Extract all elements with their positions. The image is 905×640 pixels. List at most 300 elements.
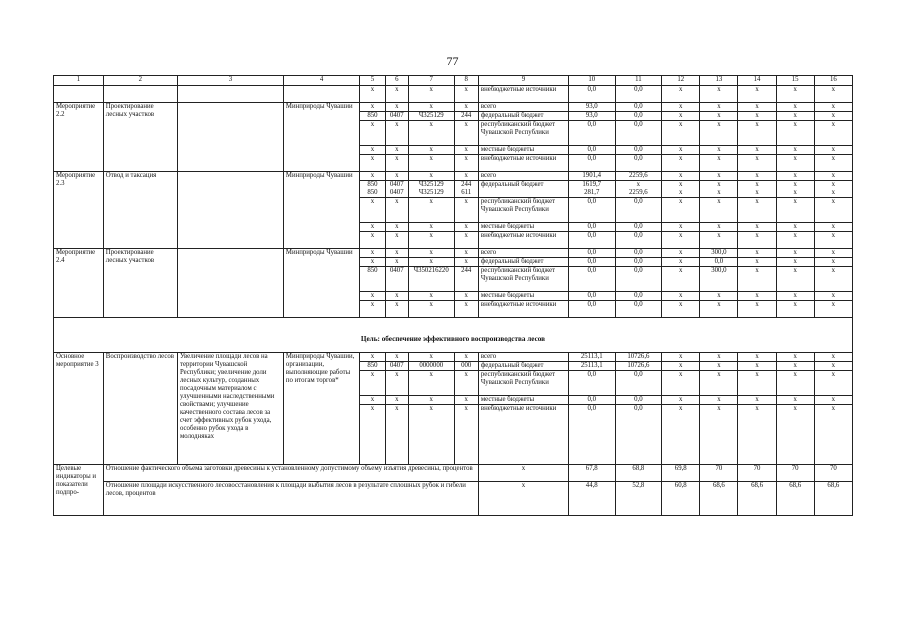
value-cell: x — [454, 292, 478, 301]
table-row — [54, 249, 853, 258]
value-cell: x — [700, 371, 738, 396]
budget-table — [53, 75, 853, 516]
value-cell: x — [408, 223, 454, 232]
value-cell: x — [700, 405, 738, 465]
value-cell: x — [662, 292, 700, 301]
value-cell: 0,0 — [568, 198, 615, 223]
event-title-cell: Проектирование лесных участков — [103, 249, 177, 318]
value-cell: x — [776, 258, 814, 267]
value-cell: x — [408, 353, 454, 362]
value-cell: x — [776, 112, 814, 121]
funding-source-cell: федеральный бюджет — [478, 181, 568, 198]
table-row — [54, 86, 853, 103]
funding-source-cell: всего — [478, 172, 568, 181]
value-cell: x — [738, 146, 776, 155]
value-cell: x — [385, 86, 408, 103]
value-cell: x — [738, 371, 776, 396]
value-cell: x — [360, 258, 385, 267]
value-cell: x — [814, 121, 852, 146]
event-title-cell: Проектирование лесных участков — [103, 103, 177, 172]
column-header: 8 — [454, 76, 478, 86]
value-cell: x — [776, 198, 814, 223]
executor-cell: Минприроды Чувашии, организации, выполняющие работы по итогам торгов* — [283, 353, 359, 465]
executor-cell: Минприроды Чувашии — [283, 249, 359, 318]
value-cell: 0,0 — [568, 86, 615, 103]
value-cell: x — [776, 353, 814, 362]
value-cell: x — [360, 405, 385, 465]
value-cell: x — [360, 301, 385, 318]
value-cell: 25113,1 — [568, 362, 615, 371]
value-cell: x — [700, 121, 738, 146]
value-cell: 1619,7 281,7 — [568, 181, 615, 198]
value-cell: x x — [700, 181, 738, 198]
event-goal-cell — [177, 249, 283, 318]
value-cell: x — [776, 155, 814, 172]
column-header: 11 — [615, 76, 662, 86]
value-cell: 60,8 — [662, 482, 700, 516]
value-cell: x — [662, 267, 700, 292]
value-cell: x — [360, 371, 385, 396]
funding-source-cell: федеральный бюджет — [478, 258, 568, 267]
value-cell: 70 — [776, 465, 814, 482]
funding-source-cell: республиканский бюджет Чувашской Республики — [478, 267, 568, 292]
value-cell: 0407 — [385, 267, 408, 292]
value-cell: x — [700, 155, 738, 172]
value-cell: 0,0 — [615, 371, 662, 396]
value-cell: x — [385, 258, 408, 267]
funding-source-cell: местные бюджеты — [478, 223, 568, 232]
table-cell — [283, 86, 359, 103]
value-cell: 68,6 — [738, 482, 776, 516]
value-cell: x — [478, 482, 568, 516]
value-cell: x — [408, 371, 454, 396]
value-cell: 0,0 — [615, 223, 662, 232]
value-cell: x — [814, 198, 852, 223]
value-cell: x — [814, 258, 852, 267]
value-cell: x — [408, 172, 454, 181]
value-cell: 0,0 — [615, 121, 662, 146]
value-cell: x — [776, 371, 814, 396]
table-cell — [103, 86, 177, 103]
column-header: 5 — [360, 76, 385, 86]
column-header: 6 — [385, 76, 408, 86]
value-cell: 52,8 — [615, 482, 662, 516]
column-header: 2 — [103, 76, 177, 86]
value-cell: 850 — [360, 112, 385, 121]
value-cell: x — [738, 103, 776, 112]
indicator-row — [54, 465, 853, 482]
value-cell: x — [776, 396, 814, 405]
value-cell: x — [360, 292, 385, 301]
value-cell: x — [814, 103, 852, 112]
value-cell: x — [662, 86, 700, 103]
value-cell: x — [700, 301, 738, 318]
value-cell: x — [408, 258, 454, 267]
value-cell: x — [408, 146, 454, 155]
value-cell: x — [454, 155, 478, 172]
value-cell: x — [738, 292, 776, 301]
value-cell: 0,0 — [615, 292, 662, 301]
goal-heading: Цель: обеспечение эффективного воспроизводства лесов — [54, 318, 853, 353]
indicator-row — [54, 482, 853, 516]
indicator-text-cell: Отношение площади искусственного лесовосстановления к площади выбытия лесов в результате сплошных рубок и гибели лесов, процентов — [103, 482, 478, 516]
value-cell: 000 — [454, 362, 478, 371]
value-cell: x — [700, 362, 738, 371]
value-cell: 68,6 — [700, 482, 738, 516]
value-cell: 10726,6 — [615, 353, 662, 362]
funding-source-cell: внебюджетные источники — [478, 86, 568, 103]
table-cell — [177, 86, 283, 103]
funding-source-cell: внебюджетные источники — [478, 232, 568, 249]
value-cell: x — [662, 223, 700, 232]
funding-source-cell: местные бюджеты — [478, 292, 568, 301]
value-cell: x — [662, 198, 700, 223]
value-cell: x — [814, 249, 852, 258]
value-cell: x — [454, 371, 478, 396]
table-row — [54, 172, 853, 181]
value-cell: x — [408, 232, 454, 249]
value-cell: x — [700, 103, 738, 112]
column-header: 13 — [700, 76, 738, 86]
value-cell: x — [700, 396, 738, 405]
goal-row — [54, 318, 853, 353]
value-cell: x — [454, 146, 478, 155]
column-header: 9 — [478, 76, 568, 86]
value-cell: 244 611 — [454, 181, 478, 198]
value-cell: 0,0 — [568, 292, 615, 301]
table-body — [54, 76, 853, 516]
value-cell: 93,0 — [568, 112, 615, 121]
value-cell: x — [454, 198, 478, 223]
value-cell: x — [385, 155, 408, 172]
value-cell: x x — [814, 181, 852, 198]
value-cell: x — [738, 405, 776, 465]
value-cell: 300,0 — [700, 267, 738, 292]
value-cell: x — [408, 396, 454, 405]
column-header: 16 — [814, 76, 852, 86]
value-cell: 850 — [360, 267, 385, 292]
event-title-cell: Отвод и таксация — [103, 172, 177, 249]
value-cell: x — [738, 121, 776, 146]
value-cell: x — [360, 223, 385, 232]
event-goal-cell: Увеличение площади лесов на территории Чувашской Республики; увеличение доли лесных культур, созданных посадочным материалом с улучшенными наследственными свойствами; улучшение качественного состава лесов за счет эффективных рубок ухода, особенно рубок ухода в молодняках — [177, 353, 283, 465]
value-cell: x — [408, 198, 454, 223]
value-cell: 0,0 — [615, 112, 662, 121]
value-cell: x — [738, 353, 776, 362]
value-cell: x — [776, 103, 814, 112]
value-cell: x — [814, 353, 852, 362]
value-cell: 0,0 — [615, 301, 662, 318]
value-cell: x — [360, 86, 385, 103]
column-header: 12 — [662, 76, 700, 86]
value-cell: 70 — [700, 465, 738, 482]
value-cell: x — [360, 155, 385, 172]
value-cell: 1901,4 — [568, 172, 615, 181]
value-cell: 67,8 — [568, 465, 615, 482]
value-cell: x — [360, 396, 385, 405]
value-cell: 68,6 — [776, 482, 814, 516]
value-cell: x — [662, 258, 700, 267]
value-cell: 0,0 — [615, 396, 662, 405]
event-goal-cell — [177, 172, 283, 249]
value-cell: x — [814, 371, 852, 396]
value-cell: x — [360, 198, 385, 223]
value-cell: 68,6 — [814, 482, 852, 516]
value-cell: x x — [738, 181, 776, 198]
value-cell: x — [385, 121, 408, 146]
value-cell: x — [814, 267, 852, 292]
value-cell: x — [454, 121, 478, 146]
value-cell: x — [454, 223, 478, 232]
value-cell: x — [776, 292, 814, 301]
value-cell: x — [738, 267, 776, 292]
value-cell: x — [360, 146, 385, 155]
value-cell: x — [738, 155, 776, 172]
value-cell: x — [738, 301, 776, 318]
value-cell: 10726,6 — [615, 362, 662, 371]
value-cell: x — [776, 249, 814, 258]
value-cell: 0,0 — [615, 146, 662, 155]
funding-source-cell: всего — [478, 353, 568, 362]
value-cell: 69,8 — [662, 465, 700, 482]
value-cell: 0,0 — [568, 396, 615, 405]
value-cell: 0000000 — [408, 362, 454, 371]
value-cell: x — [662, 121, 700, 146]
value-cell: x — [662, 155, 700, 172]
value-cell: x — [738, 172, 776, 181]
value-cell: x — [700, 232, 738, 249]
value-cell: x — [738, 232, 776, 249]
value-cell: x — [738, 198, 776, 223]
value-cell: x — [454, 249, 478, 258]
value-cell: x — [814, 405, 852, 465]
value-cell: x — [700, 223, 738, 232]
value-cell: x — [738, 249, 776, 258]
value-cell: 0,0 — [568, 405, 615, 465]
value-cell: x — [408, 155, 454, 172]
value-cell: x — [814, 112, 852, 121]
value-cell: 300,0 — [700, 249, 738, 258]
value-cell: 44,8 — [568, 482, 615, 516]
value-cell: x — [700, 86, 738, 103]
value-cell: x — [662, 112, 700, 121]
value-cell: x — [385, 172, 408, 181]
value-cell: x 2259,6 — [615, 181, 662, 198]
indicators-label-cell: Целевые индикаторы и показатели подпро- — [54, 465, 104, 516]
funding-source-cell: внебюджетные источники — [478, 405, 568, 465]
value-cell: x — [662, 362, 700, 371]
funding-source-cell: республиканский бюджет Чувашской Республики — [478, 198, 568, 223]
value-cell: x — [700, 112, 738, 121]
value-cell: x — [776, 267, 814, 292]
funding-source-cell: внебюджетные источники — [478, 301, 568, 318]
value-cell: Ч325129 Ч325129 — [408, 181, 454, 198]
value-cell: x — [776, 146, 814, 155]
value-cell: x x — [662, 181, 700, 198]
value-cell: x — [776, 172, 814, 181]
value-cell: 70 — [738, 465, 776, 482]
value-cell: x — [738, 112, 776, 121]
value-cell: 0,0 — [568, 267, 615, 292]
value-cell: x — [700, 353, 738, 362]
value-cell: x — [776, 362, 814, 371]
value-cell: x — [478, 465, 568, 482]
value-cell: x — [454, 353, 478, 362]
value-cell: 0,0 — [615, 86, 662, 103]
value-cell: x — [738, 396, 776, 405]
event-name-cell: Мероприятие 2.2 — [54, 103, 104, 172]
value-cell: 0,0 — [568, 258, 615, 267]
executor-cell: Минприроды Чувашии — [283, 172, 359, 249]
value-cell: x — [408, 292, 454, 301]
value-cell: x — [662, 172, 700, 181]
value-cell: x — [700, 172, 738, 181]
value-cell: x — [814, 301, 852, 318]
value-cell: x — [738, 223, 776, 232]
value-cell: x — [360, 232, 385, 249]
value-cell: x — [408, 405, 454, 465]
event-name-cell: Мероприятие 2.4 — [54, 249, 104, 318]
value-cell: x — [454, 232, 478, 249]
value-cell: 0,0 — [615, 232, 662, 249]
funding-source-cell: республиканский бюджет Чувашской Республики — [478, 121, 568, 146]
event-name-cell: Основное мероприятие 3 — [54, 353, 104, 465]
executor-cell: Минприроды Чувашии — [283, 103, 359, 172]
value-cell: x — [814, 172, 852, 181]
funding-source-cell: всего — [478, 249, 568, 258]
value-cell: x — [385, 198, 408, 223]
value-cell: x — [385, 405, 408, 465]
value-cell: 0,0 — [615, 258, 662, 267]
value-cell: 0,0 — [568, 121, 615, 146]
value-cell: 244 — [454, 267, 478, 292]
value-cell: x — [454, 396, 478, 405]
value-cell: 244 — [454, 112, 478, 121]
value-cell: 0,0 — [700, 258, 738, 267]
funding-source-cell: всего — [478, 103, 568, 112]
value-cell: x — [776, 232, 814, 249]
value-cell: x x — [776, 181, 814, 198]
value-cell: 0,0 — [568, 301, 615, 318]
column-header: 4 — [283, 76, 359, 86]
value-cell: x — [454, 172, 478, 181]
value-cell: 93,0 — [568, 103, 615, 112]
value-cell: 0407 — [385, 112, 408, 121]
column-header: 15 — [776, 76, 814, 86]
value-cell: x — [360, 103, 385, 112]
table-row — [54, 103, 853, 112]
value-cell: 0,0 — [615, 249, 662, 258]
header-row — [54, 76, 853, 86]
value-cell: x — [662, 301, 700, 318]
funding-source-cell: федеральный бюджет — [478, 112, 568, 121]
column-header: 10 — [568, 76, 615, 86]
value-cell: 850 850 — [360, 181, 385, 198]
value-cell: x — [454, 86, 478, 103]
value-cell: x — [738, 86, 776, 103]
value-cell: x — [662, 103, 700, 112]
value-cell: x — [814, 223, 852, 232]
value-cell: x — [776, 223, 814, 232]
value-cell: x — [408, 103, 454, 112]
value-cell: x — [360, 353, 385, 362]
column-header: 3 — [177, 76, 283, 86]
value-cell: x — [776, 405, 814, 465]
value-cell: x — [385, 353, 408, 362]
value-cell: x — [408, 249, 454, 258]
value-cell: x — [385, 232, 408, 249]
value-cell: 0,0 — [568, 371, 615, 396]
value-cell: x — [454, 301, 478, 318]
value-cell: x — [814, 396, 852, 405]
value-cell: 0,0 — [615, 103, 662, 112]
value-cell: 0,0 — [568, 232, 615, 249]
value-cell: x — [385, 249, 408, 258]
value-cell: x — [662, 396, 700, 405]
value-cell: x — [662, 371, 700, 396]
value-cell: x — [814, 292, 852, 301]
value-cell: x — [814, 232, 852, 249]
value-cell: Ч325129 — [408, 112, 454, 121]
value-cell: x — [385, 301, 408, 318]
column-header: 1 — [54, 76, 104, 86]
value-cell: x — [360, 121, 385, 146]
value-cell: 0407 0407 — [385, 181, 408, 198]
value-cell: 0407 — [385, 362, 408, 371]
event-name-cell: Мероприятие 2.3 — [54, 172, 104, 249]
value-cell: 0,0 — [568, 223, 615, 232]
value-cell: x — [454, 103, 478, 112]
funding-source-cell: внебюджетные источники — [478, 155, 568, 172]
column-header: 7 — [408, 76, 454, 86]
value-cell: 70 — [814, 465, 852, 482]
value-cell: 0,0 — [615, 405, 662, 465]
value-cell: 0,0 — [568, 155, 615, 172]
value-cell: x — [360, 172, 385, 181]
value-cell: x — [738, 362, 776, 371]
value-cell: 850 — [360, 362, 385, 371]
value-cell: x — [814, 362, 852, 371]
event-goal-cell — [177, 103, 283, 172]
funding-source-cell: республиканский бюджет Чувашской Республики — [478, 371, 568, 396]
value-cell: x — [408, 86, 454, 103]
value-cell: 25113,1 — [568, 353, 615, 362]
value-cell: x — [662, 353, 700, 362]
value-cell: x — [700, 146, 738, 155]
event-title-cell: Воспроизводство лесов — [103, 353, 177, 465]
value-cell: x — [385, 292, 408, 301]
value-cell: x — [662, 232, 700, 249]
value-cell: 0,0 — [615, 198, 662, 223]
value-cell: x — [814, 86, 852, 103]
value-cell: x — [662, 249, 700, 258]
value-cell: x — [454, 405, 478, 465]
column-header: 14 — [738, 76, 776, 86]
table-cell — [54, 86, 104, 103]
funding-source-cell: местные бюджеты — [478, 396, 568, 405]
value-cell: 68,8 — [615, 465, 662, 482]
value-cell: x — [700, 292, 738, 301]
value-cell: x — [385, 146, 408, 155]
value-cell: x — [408, 301, 454, 318]
value-cell: 0,0 — [568, 249, 615, 258]
table-row — [54, 353, 853, 362]
value-cell: x — [738, 258, 776, 267]
value-cell: x — [776, 86, 814, 103]
value-cell: 2259,6 — [615, 172, 662, 181]
value-cell: x — [662, 146, 700, 155]
page-number: 77 — [446, 54, 459, 68]
